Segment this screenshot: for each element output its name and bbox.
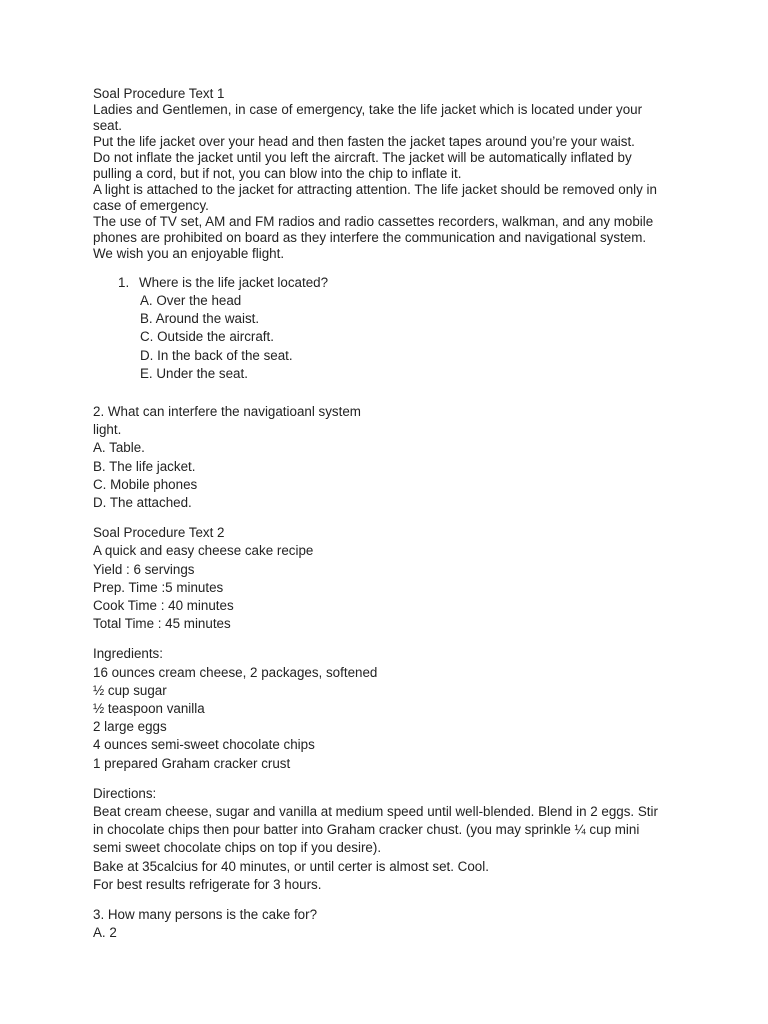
question-2-stem: light. xyxy=(93,422,122,438)
directions-section xyxy=(93,785,673,894)
question-1-option: B. Around the waist. xyxy=(140,311,260,327)
directions-line: semi sweet chocolate chips on top if you desire). xyxy=(93,840,382,856)
ingredients-section xyxy=(93,645,673,772)
text1-line: The use of TV set, AM and FM radios and radio cassettes recorders, walkman, and any mobile xyxy=(93,214,654,229)
text1-line: We wish you an enjoyable flight. xyxy=(93,246,285,261)
question-1-option: A. Over the head xyxy=(140,293,242,308)
question-1 xyxy=(93,274,673,383)
ingredient-item: 4 ounces semi-sweet chocolate chips xyxy=(93,737,315,753)
ingredients-heading: Ingredients: xyxy=(93,646,163,662)
directions-line: Bake at 35calcius for 40 minutes, or until certer is almost set. Cool. xyxy=(93,858,489,874)
directions-line: Beat cream cheese, sugar and vanilla at medium speed until well-blended. Blend in 2 eggs. Stir xyxy=(93,804,658,820)
recipe-meta: Cook Time : 40 minutes xyxy=(93,598,234,614)
question-1-option: D. In the back of the seat. xyxy=(140,347,293,363)
ingredient-item: 16 ounces cream cheese, 2 packages, softened xyxy=(93,664,378,680)
question-1-stem xyxy=(93,274,673,292)
recipe-meta: Yield : 6 servings xyxy=(93,561,195,577)
question-1-option: E. Under the seat. xyxy=(140,365,248,381)
procedure-text-2 xyxy=(93,524,673,633)
text1-line: case of emergency. xyxy=(93,198,209,213)
document-page xyxy=(93,86,673,943)
text1-line: A light is attached to the jacket for attracting attention. The life jacket should be removed only in xyxy=(93,182,657,197)
ingredient-item: ½ teaspoon vanilla xyxy=(93,701,205,717)
recipe-meta: Total Time : 45 minutes xyxy=(93,616,231,632)
text1-line: seat. xyxy=(93,118,123,133)
text2-heading: Soal Procedure Text 2 xyxy=(93,525,225,541)
question-1-text: Where is the life jacket located? xyxy=(139,275,329,290)
question-2 xyxy=(93,403,673,512)
recipe-title: A quick and easy cheese cake recipe xyxy=(93,543,314,559)
text1-line: phones are prohibited on board as they interfere the communication and navigational system. xyxy=(93,230,647,245)
question-2-stem: 2. What can interfere the navigatioanl system xyxy=(93,404,361,420)
question-1-option: C. Outside the aircraft. xyxy=(140,329,274,345)
question-2-option: D. The attached. xyxy=(93,495,192,511)
recipe-meta: Prep. Time :5 minutes xyxy=(93,579,224,595)
text1-line: Put the life jacket over your head and then fasten the jacket tapes around you’re your waist. xyxy=(93,134,635,149)
text1-line: pulling a cord, but if not, you can blow into the chip to inflate it. xyxy=(93,166,462,181)
question-2-option: A. Table. xyxy=(93,440,145,456)
directions-line: in chocolate chips then pour batter into Graham cracker chust. (you may sprinkle ¼ cup mini xyxy=(93,822,640,838)
directions-line: For best results refrigerate for 3 hours. xyxy=(93,876,322,892)
ingredient-item: 2 large eggs xyxy=(93,719,167,735)
text1-heading: Soal Procedure Text 1 xyxy=(93,86,225,101)
text1-line: Ladies and Gentlemen, in case of emergency, take the life jacket which is located under your xyxy=(93,102,643,117)
question-1-number: 1. xyxy=(118,275,130,290)
question-3 xyxy=(93,906,673,942)
ingredient-item: 1 prepared Graham cracker crust xyxy=(93,755,291,771)
directions-heading: Directions: xyxy=(93,785,157,801)
question-2-option: B. The life jacket. xyxy=(93,458,196,474)
question-3-option: A. 2 xyxy=(93,925,117,941)
text1-line: Do not inflate the jacket until you left the aircraft. The jacket will be automatically inflated by xyxy=(93,150,632,165)
ingredient-item: ½ cup sugar xyxy=(93,682,167,698)
question-2-option: C. Mobile phones xyxy=(93,476,198,492)
procedure-text-1 xyxy=(93,86,673,262)
question-3-stem: 3. How many persons is the cake for? xyxy=(93,907,318,923)
